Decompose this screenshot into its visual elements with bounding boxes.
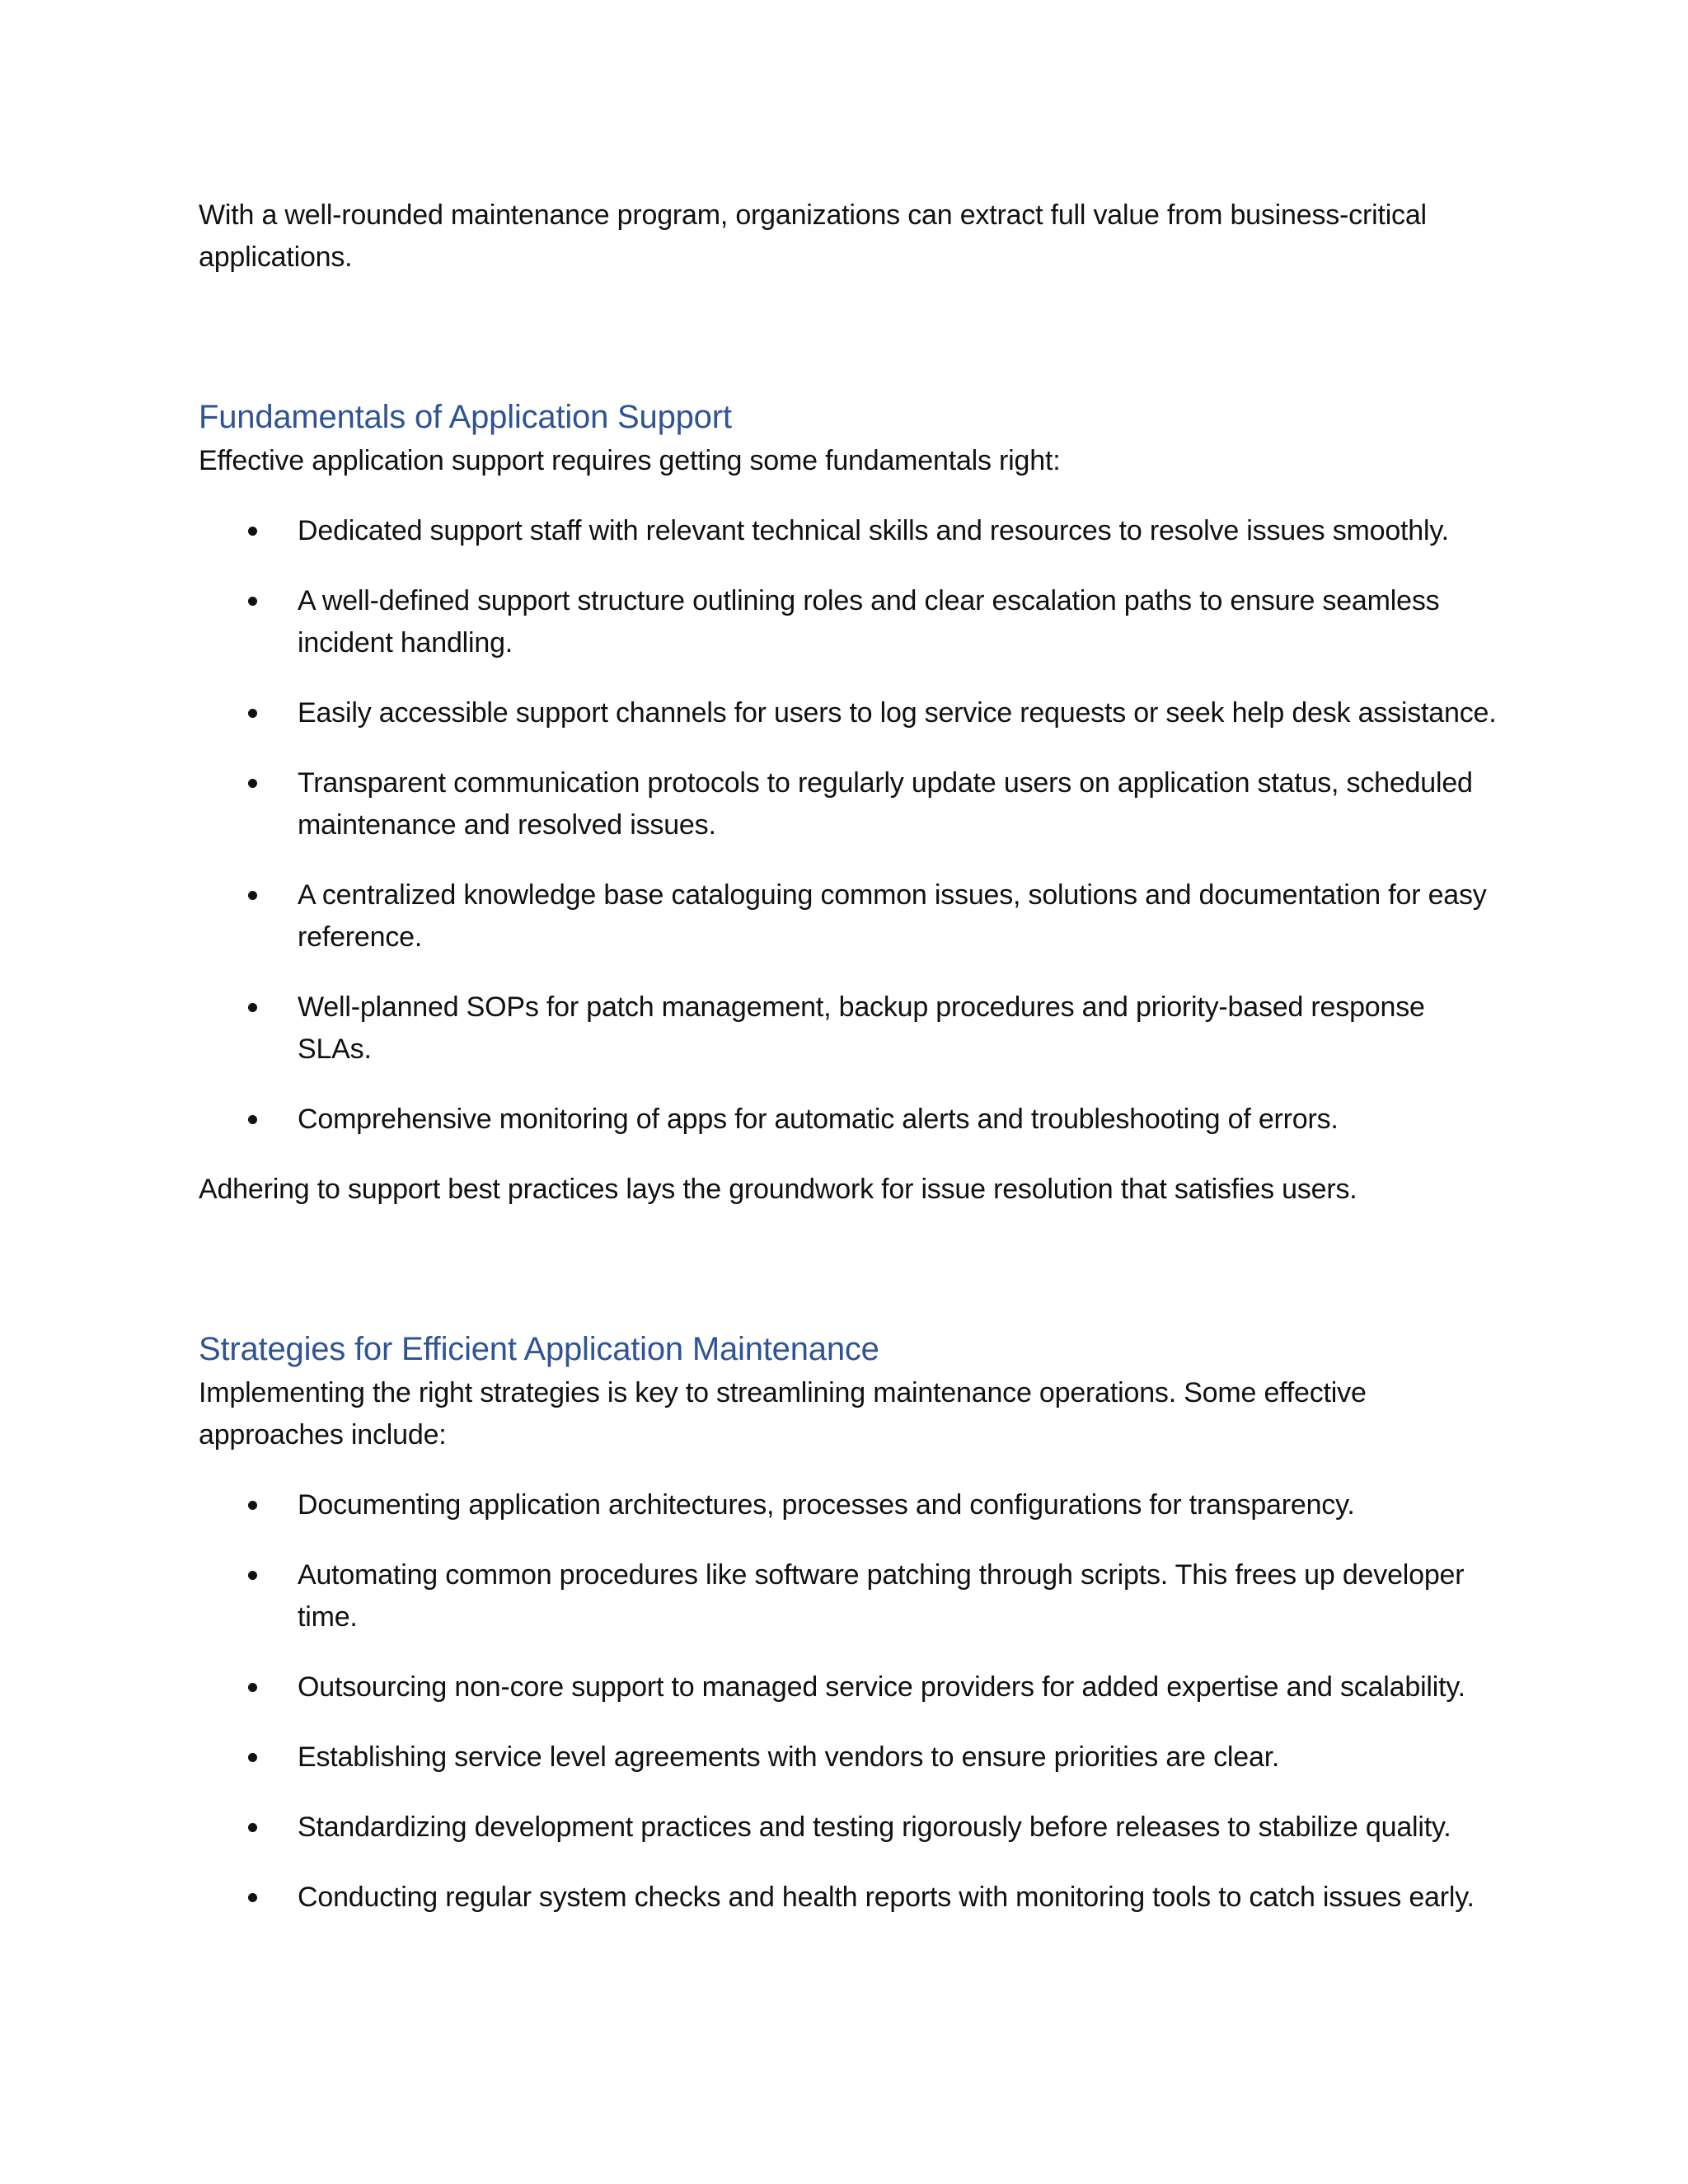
document-body xyxy=(199,194,1501,1947)
list-item-text: Outsourcing non-core support to managed service providers for added expertise and scalability. xyxy=(298,1671,1465,1703)
list-item xyxy=(199,510,1501,552)
bullet-icon xyxy=(248,709,257,718)
list-item-text: Dedicated support staff with relevant technical skills and resources to resolve issues smoothly. xyxy=(298,515,1449,546)
list-item-text: Easily accessible support channels for users to log service requests or seek help desk assistance. xyxy=(298,697,1497,729)
list-item-text: A centralized knowledge base cataloguing common issues, solutions and documentation for easy reference. xyxy=(298,879,1487,953)
bullet-icon xyxy=(248,1823,257,1832)
bullet-icon xyxy=(248,1003,257,1012)
intro-paragraph: With a well-rounded maintenance program, organizations can extract full value from business-critical applications. xyxy=(199,199,1427,273)
list-item xyxy=(199,1484,1501,1526)
bullet-icon xyxy=(248,1571,257,1580)
list-item xyxy=(199,762,1501,846)
list-item xyxy=(199,1666,1501,1708)
list-item-text: Standardizing development practices and testing rigorously before releases to stabilize quality. xyxy=(298,1811,1451,1843)
bullet-icon xyxy=(248,1683,257,1692)
list-item xyxy=(199,1807,1501,1849)
bullet-icon xyxy=(248,1753,257,1762)
bullet-list-fundamentals xyxy=(199,510,1501,1141)
list-item xyxy=(199,1099,1501,1141)
section-heading-fundamentals: Fundamentals of Application Support xyxy=(199,399,732,435)
section-lead-strategies: Implementing the right strategies is key to streamlining maintenance operations. Some effective approaches include: xyxy=(199,1377,1367,1451)
list-item xyxy=(199,987,1501,1071)
bullet-icon xyxy=(248,527,257,536)
list-item-text: Establishing service level agreements with vendors to ensure priorities are clear. xyxy=(298,1741,1280,1773)
list-item-text: Well-planned SOPs for patch management, backup procedures and priority-based response SLAs. xyxy=(298,991,1425,1065)
list-item-text: Documenting application architectures, processes and configurations for transparency. xyxy=(298,1489,1355,1521)
section-heading-strategies: Strategies for Efficient Application Maintenance xyxy=(199,1331,879,1367)
section-lead-fundamentals: Effective application support requires getting some fundamentals right: xyxy=(199,445,1061,476)
list-item-text: Comprehensive monitoring of apps for automatic alerts and troubleshooting of errors. xyxy=(298,1104,1339,1135)
list-item xyxy=(199,1554,1501,1638)
bullet-icon xyxy=(248,597,257,606)
list-item-text: Automating common procedures like software patching through scripts. This frees up developer time. xyxy=(298,1559,1465,1633)
list-item-text: Conducting regular system checks and health reports with monitoring tools to catch issues early. xyxy=(298,1882,1475,1913)
list-item xyxy=(199,1736,1501,1779)
bullet-list-strategies xyxy=(199,1484,1501,1919)
bullet-icon xyxy=(248,1501,257,1510)
bullet-icon xyxy=(248,779,257,788)
list-item xyxy=(199,692,1501,734)
list-item xyxy=(199,874,1501,958)
list-item-text: A well-defined support structure outlining roles and clear escalation paths to ensure seamless incident handling. xyxy=(298,585,1440,658)
list-item-text: Transparent communication protocols to regularly update users on application status, scheduled maintenance and resolved issues. xyxy=(298,767,1473,841)
bullet-icon xyxy=(248,1893,257,1902)
list-item xyxy=(199,1877,1501,1919)
list-item xyxy=(199,580,1501,664)
section-closing-fundamentals: Adhering to support best practices lays the groundwork for issue resolution that satisfies users. xyxy=(199,1174,1357,1205)
bullet-icon xyxy=(248,1115,257,1124)
bullet-icon xyxy=(248,891,257,900)
